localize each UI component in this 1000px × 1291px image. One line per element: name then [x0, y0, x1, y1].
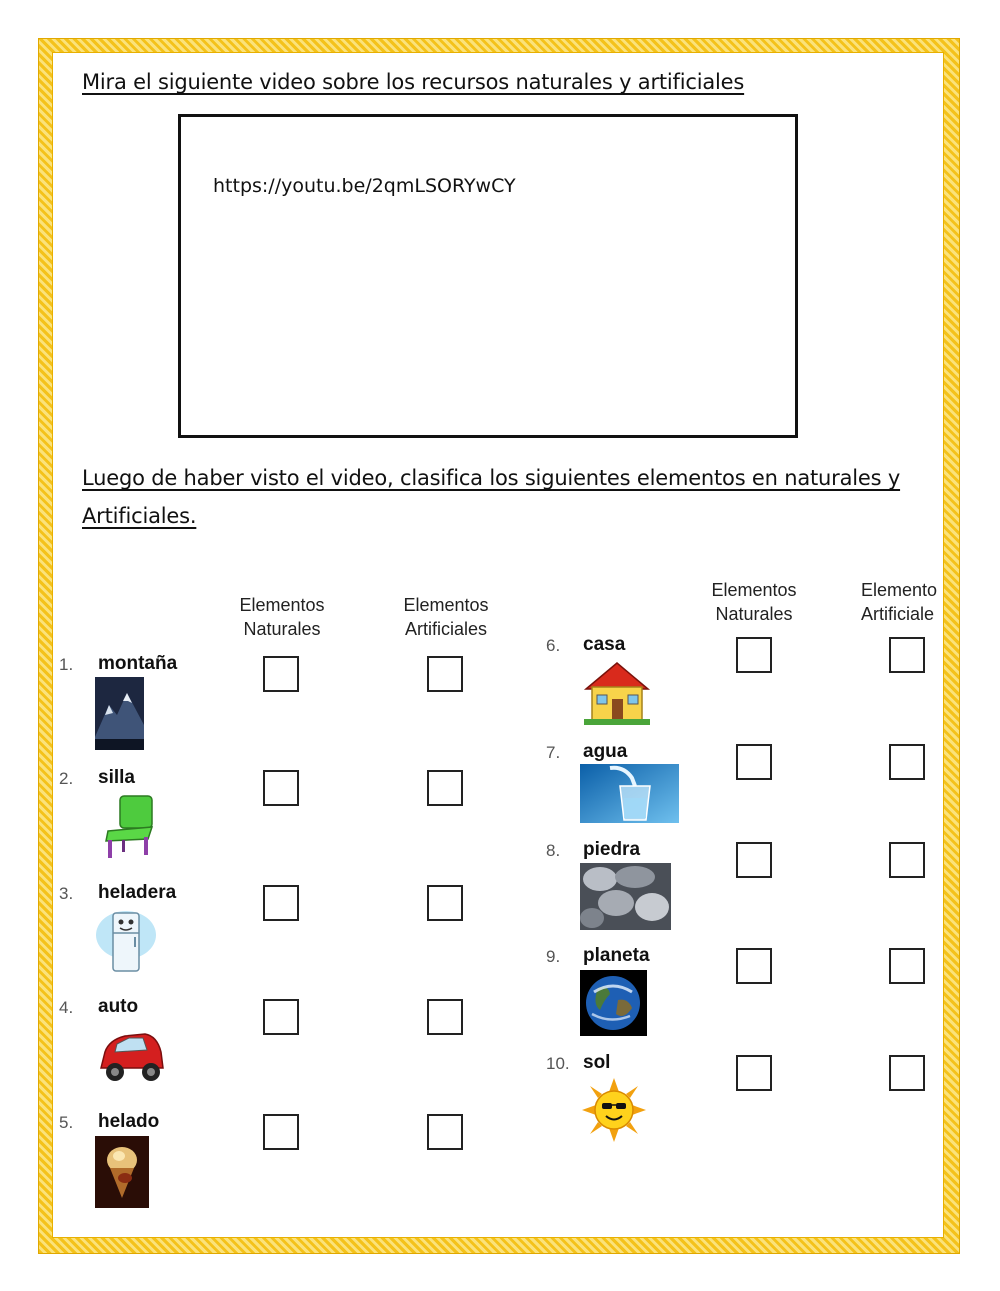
checkbox-agua-natural[interactable] — [736, 744, 772, 780]
checkbox-auto-natural[interactable] — [263, 999, 299, 1035]
item-number: 1. — [59, 655, 74, 674]
item-number: 3. — [59, 884, 74, 903]
checkbox-heladera-natural[interactable] — [263, 885, 299, 921]
checkbox-silla-artificial[interactable] — [427, 770, 463, 806]
checkbox-montana-artificial[interactable] — [427, 656, 463, 692]
left-artificial-header: Elementos Artificiales — [403, 595, 489, 639]
left-natural-header: Elementos Naturales — [239, 595, 325, 639]
checkbox-piedra-artificial[interactable] — [889, 842, 925, 878]
item-word-planeta: planeta — [583, 945, 650, 966]
right-artificial-header: Elemento Artificiale — [861, 580, 938, 624]
checkbox-silla-natural[interactable] — [263, 770, 299, 806]
item-number: 2. — [59, 769, 74, 788]
chair-icon — [100, 793, 158, 863]
item-number: 6. — [546, 636, 561, 655]
checkbox-planeta-natural[interactable] — [736, 948, 772, 984]
item-number: 4. — [59, 998, 74, 1017]
fridge-icon — [95, 907, 157, 979]
classify-instruction-line1: Luego de haber visto el video, clasifica los siguientes elementos en naturales y — [82, 466, 901, 490]
checkbox-sol-artificial[interactable] — [889, 1055, 925, 1091]
checkbox-piedra-natural[interactable] — [736, 842, 772, 878]
mountain-icon — [95, 677, 144, 750]
checkbox-helado-artificial[interactable] — [427, 1114, 463, 1150]
checkbox-agua-artificial[interactable] — [889, 744, 925, 780]
item-number: 9. — [546, 947, 561, 966]
video-box[interactable] — [178, 114, 798, 438]
watch-instruction: Mira el siguiente video sobre los recursos naturales y artificiales — [82, 70, 745, 94]
right-natural-header: Elementos Naturales — [711, 580, 797, 624]
water-glass-icon — [580, 764, 679, 823]
checkbox-sol-natural[interactable] — [736, 1055, 772, 1091]
checkbox-heladera-artificial[interactable] — [427, 885, 463, 921]
earth-icon — [580, 970, 647, 1036]
item-word-auto: auto — [98, 996, 139, 1017]
item-number: 7. — [546, 743, 561, 762]
item-word-piedra: piedra — [583, 839, 641, 860]
item-word-silla: silla — [98, 767, 135, 788]
checkbox-helado-natural[interactable] — [263, 1114, 299, 1150]
stones-icon — [580, 863, 671, 930]
item-word-casa: casa — [583, 634, 626, 655]
sun-icon — [580, 1076, 648, 1144]
checkbox-casa-artificial[interactable] — [889, 637, 925, 673]
item-word-heladera: heladera — [98, 882, 177, 903]
video-url[interactable]: https://youtu.be/2qmLSORYwCY — [213, 175, 516, 197]
car-icon — [95, 1022, 167, 1092]
item-number: 5. — [59, 1113, 74, 1132]
checkbox-casa-natural[interactable] — [736, 637, 772, 673]
item-word-sol: sol — [583, 1052, 611, 1073]
checkbox-auto-artificial[interactable] — [427, 999, 463, 1035]
item-word-montana: montaña — [98, 653, 178, 674]
item-word-helado: helado — [98, 1111, 160, 1132]
item-number: 8. — [546, 841, 561, 860]
item-word-agua: agua — [583, 741, 628, 762]
house-icon — [582, 659, 652, 727]
classify-instruction-line2: Artificiales. — [82, 504, 197, 528]
checkbox-planeta-artificial[interactable] — [889, 948, 925, 984]
checkbox-montana-natural[interactable] — [263, 656, 299, 692]
ice-cream-icon — [95, 1136, 149, 1208]
item-number: 10. — [546, 1054, 570, 1073]
